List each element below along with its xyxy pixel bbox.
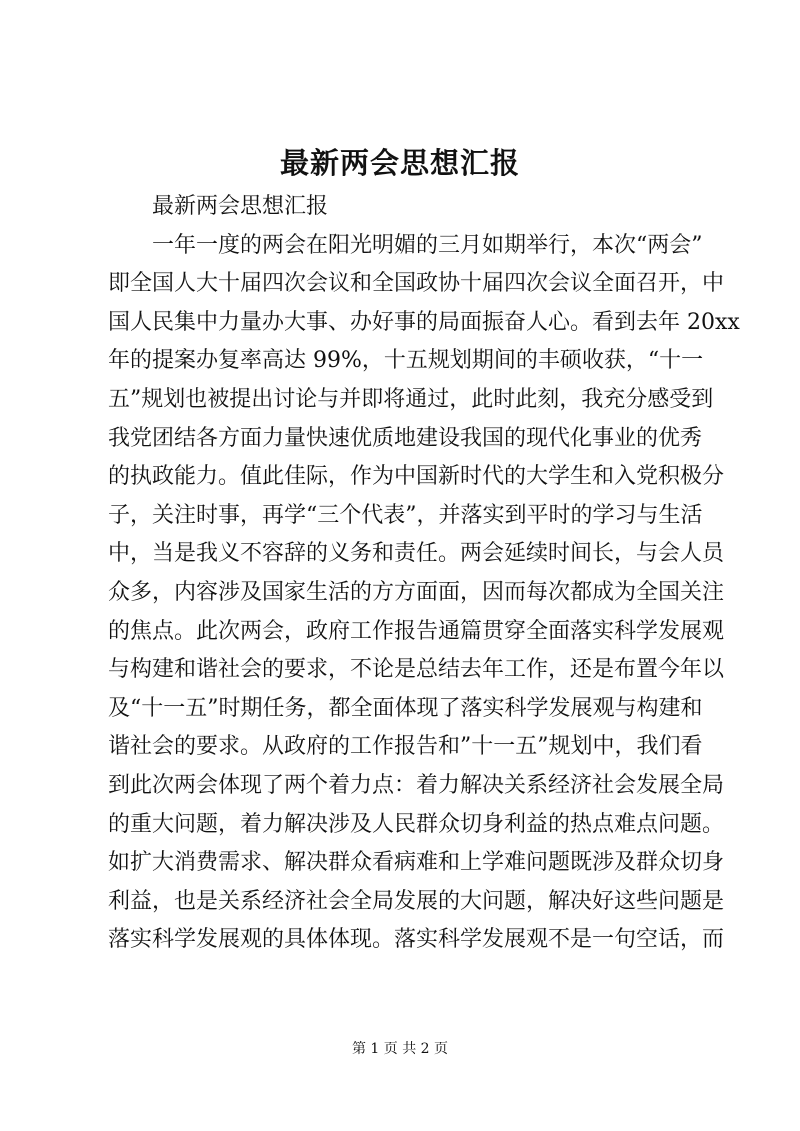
paragraph-line: 利益，也是关系经济社会全局发展的大问题，解决好这些问题是: [108, 888, 725, 914]
paragraph-line: 一年一度的两会在阳光明媚的三月如期举行，本次“两会”: [152, 232, 703, 258]
paragraph-line: 国人民集中力量办大事、办好事的局面振奋人心。看到去年 20xx: [108, 309, 740, 335]
paragraph-line: 落实科学发展观的具体体现。落实科学发展观不是一句空话，而: [108, 927, 725, 953]
paragraph-line: 的焦点。此次两会，政府工作报告通篇贯穿全面落实科学发展观: [108, 618, 725, 644]
paragraph-line: 及“十一五”时期任务，都全面体现了落实科学发展观与构建和: [108, 695, 703, 721]
paragraph-line: 的执政能力。值此佳际，作为中国新时代的大学生和入党积极分: [108, 464, 725, 490]
paragraph-line: 的重大问题，着力解决涉及人民群众切身利益的热点难点问题。: [108, 811, 725, 837]
paragraph-line: 中，当是我义不容辞的义务和责任。两会延续时间长，与会人员: [108, 541, 725, 567]
paragraph-line: 即全国人大十届四次会议和全国政协十届四次会议全面召开，中: [108, 271, 725, 297]
document-body: [108, 188, 740, 960]
paragraph-line: 年的提案办复率高达 99%，十五规划期间的丰硕收获，“十一: [108, 348, 704, 374]
subtitle-line: 最新两会思想汇报: [152, 194, 329, 219]
paragraph-line: 如扩大消费需求、解决群众看病难和上学难问题既涉及群众切身: [108, 850, 725, 876]
paragraph-line: 子，关注时事，再学“三个代表”，并落实到平时的学习与生活: [108, 502, 703, 528]
page-footer: 第 1 页 共 2 页: [351, 1041, 449, 1057]
paragraph-line: 众多，内容涉及国家生活的方方面面，因而每次都成为全国关注: [108, 579, 725, 605]
paragraph-line: 到此次两会体现了两个着力点：着力解决关系经济社会发展全局: [108, 772, 725, 798]
paragraph-line: 谐社会的要求。从政府的工作报告和”十一五”规划中，我们看: [108, 734, 703, 760]
paragraph-line: 五”规划也被提出讨论与并即将通过，此时此刻，我充分感受到: [108, 386, 714, 412]
paragraph-line: 我党团结各方面力量快速优质地建设我国的现代化事业的优秀: [108, 425, 703, 451]
paragraph-line: 与构建和谐社会的要求，不论是总结去年工作，还是布置今年以: [108, 657, 725, 683]
page-title: 最新两会思想汇报: [279, 146, 520, 180]
